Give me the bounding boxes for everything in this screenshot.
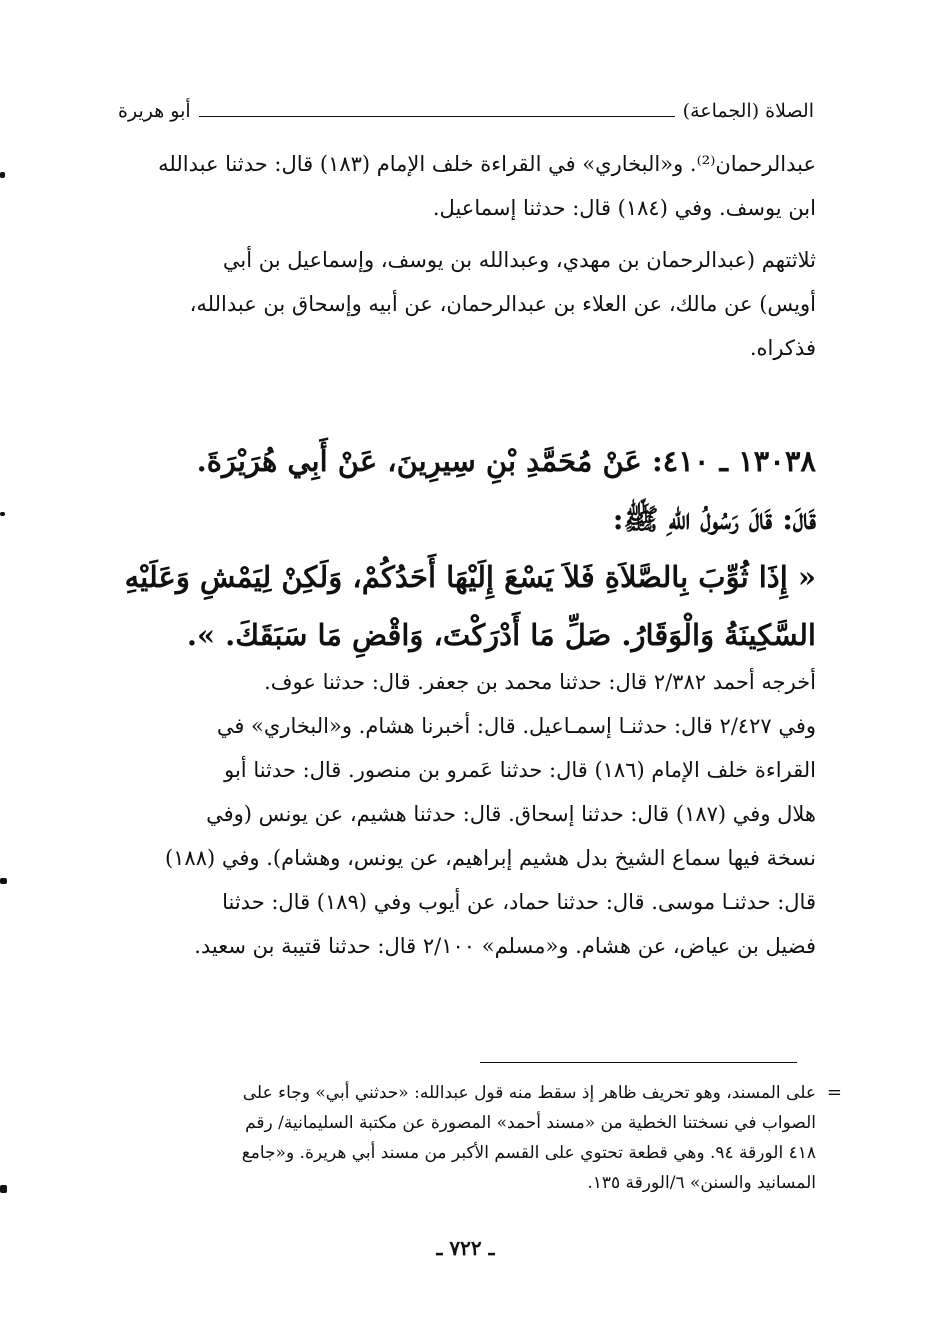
page-number: ـ ٧٢٢ ـ bbox=[436, 1236, 495, 1260]
hadith-attribution: قَالَ: قَالَ رَسُولُ اللهِ ﷺ: bbox=[612, 502, 816, 536]
takhrij-line: هلال وفي (١٨٧) قال: حدثنا إسحاق. قال: حدثنا هشيم، عن يونس (وفي bbox=[206, 802, 816, 826]
section-title: الصلاة (الجماعة) bbox=[682, 100, 814, 122]
footnote bbox=[120, 1078, 842, 1198]
summary-paragraph bbox=[112, 238, 816, 370]
takhrij-line: نسخة فيها سماع الشيخ بدل هشيم إبراهيم، عن يونس، وهشام). وفي (١٨٨) bbox=[164, 846, 816, 870]
intro-line: ابن يوسف. وفي (١٨٤) قال: حدثنا إسماعيل. bbox=[432, 196, 816, 220]
summary-line: فذكراه. bbox=[749, 336, 816, 360]
takhrij-line: فضيل بن عياض، عن هشام. و«مسلم» ٢/١٠٠ قال: حدثنا قتيبة بن سعيد. bbox=[194, 934, 816, 958]
hadith-text-line: السَّكِينَةُ وَالْوَقَارُ. صَلِّ مَا أَدْرَكْتَ، وَاقْضِ مَا سَبَقَكَ. ». bbox=[186, 618, 816, 652]
narrator-name: أبو هريرة bbox=[118, 100, 191, 122]
footnote-line: على المسند، وهو تحريف ظاهر إذ سقط منه قول عبدالله: «حدثني أبي» وجاء على bbox=[242, 1083, 816, 1103]
intro-line: عبدالرحمان⁽²⁾. و«البخاري» في القراءة خلف الإمام (١٨٣) قال: حدثنا عبدالله bbox=[158, 152, 816, 176]
footnote-line: المسانيد والسنن» ٦/الورقة ١٣٥. bbox=[587, 1173, 816, 1193]
footnote-separator bbox=[480, 1062, 797, 1063]
intro-paragraph bbox=[112, 142, 816, 230]
scan-edge-mark bbox=[0, 172, 5, 178]
footnote-line: الصواب في نسختنا الخطية من «مسند أحمد» المصورة عن مكتبة السليمانية/ رقم bbox=[245, 1113, 816, 1133]
scan-edge-mark bbox=[0, 512, 5, 516]
takhrij-line: القراءة خلف الإمام (١٨٦) قال: حدثنا عَمرو بن منصور. قال: حدثنا أبو bbox=[224, 758, 816, 782]
hadith-block bbox=[110, 432, 816, 664]
scan-edge-mark bbox=[0, 878, 7, 884]
footnote-line: ٤١٨ الورقة ٩٤. وهي قطعة تحتوي على القسم الأكبر من مسند أبي هريرة. و«جامع bbox=[241, 1143, 816, 1163]
header-rule bbox=[199, 116, 675, 117]
takhrij-paragraph bbox=[112, 660, 816, 968]
hadith-text-line: « إِذَا ثُوِّبَ بِالصَّلاَةِ فَلاَ يَسْعَ إِلَيْهَا أَحَدُكُمْ، وَلَكِنْ لِيَمْشِ وَعَلَيْهِ bbox=[124, 560, 816, 594]
running-header bbox=[118, 92, 814, 124]
summary-line: أويس) عن مالك، عن العلاء بن عبدالرحمان، عن أبيه وإسحاق بن عبدالله، bbox=[189, 292, 816, 316]
hadith-heading: ١٣٠٣٨ ـ ٤١٠: عَنْ مُحَمَّدِ بْنِ سِيرِينَ، عَنْ أَبِي هُرَيْرَةَ. bbox=[196, 444, 816, 478]
summary-line: ثلاثتهم (عبدالرحمان بن مهدي، وعبدالله بن يوسف، وإسماعيل بن أبي bbox=[222, 248, 816, 272]
takhrij-line: أخرجه أحمد ٢/٣٨٢ قال: حدثنا محمد بن جعفر. قال: حدثنا عوف. bbox=[264, 670, 816, 694]
scan-edge-mark bbox=[0, 1185, 7, 1193]
continuation-mark: = bbox=[826, 1082, 842, 1103]
takhrij-line: قال: حدثنـا موسى. قال: حدثنا حماد، عن أيوب وفي (١٨٩) قال: حدثنا bbox=[222, 890, 816, 914]
takhrij-line: وفي ٢/٤٢٧ قال: حدثنـا إسمـاعيل. قال: أخبرنا هشام. و«البخاري» في bbox=[216, 714, 816, 738]
